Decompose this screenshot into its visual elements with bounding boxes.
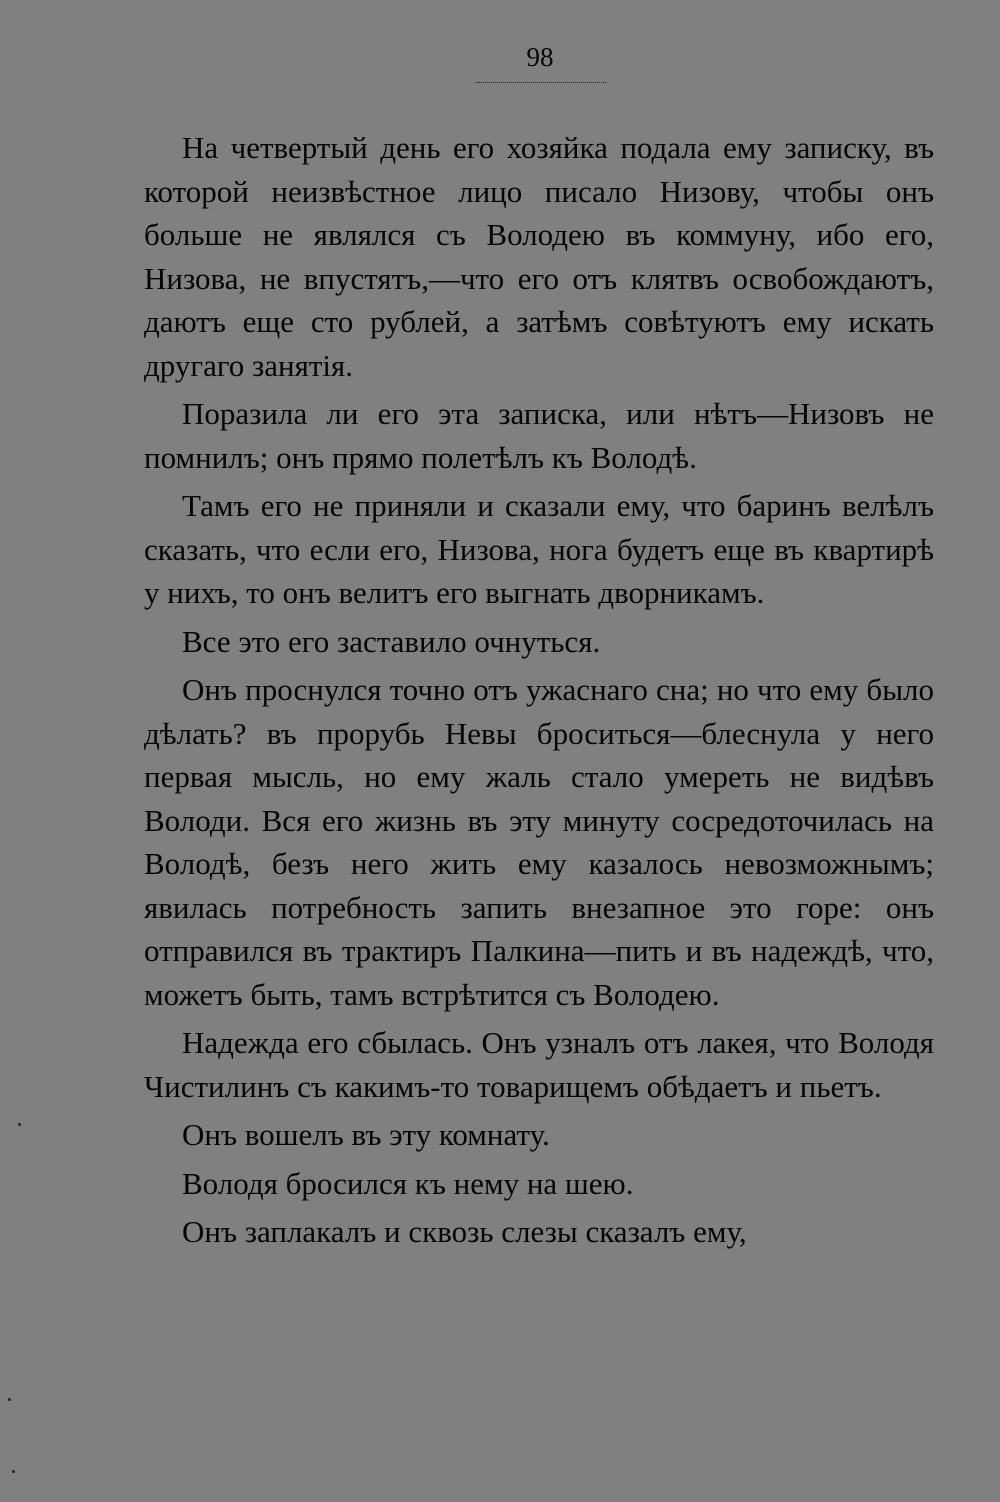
page-number: 98	[526, 42, 554, 72]
body-text	[144, 126, 934, 1259]
print-speck	[8, 1398, 11, 1401]
print-speck	[18, 1123, 21, 1126]
paragraph: Онъ вошелъ въ эту комнату.	[182, 1117, 550, 1152]
paragraph: Онъ проснулся точно отъ ужаснаго сна; но что ему было дѣлать? въ прорубь Невы броситься—блеснула у него первая мысль, но ему жаль стало умереть не видѣвъ Володи. Вся его жизнь въ эту минуту сосредоточилась на Володѣ, безъ него жить ему казалось невозможнымъ; явилась потребность запить внезапное это горе: онъ отправился въ трактиръ Палкина—пить и въ надеждѣ, что, можетъ быть, тамъ встрѣтится съ Володею.	[144, 672, 934, 1012]
paragraph: Тамъ его не приняли и сказали ему, что баринъ велѣлъ сказать, что если его, Низова, нога будетъ еще въ квартирѣ у нихъ, то онъ велитъ его выгнать дворникамъ.	[144, 488, 934, 610]
paragraph: Надежда его сбылась. Онъ узналъ отъ лакея, что Володя Чистилинъ съ какимъ-то товарищемъ обѣдаетъ и пьетъ.	[144, 1025, 934, 1104]
paragraph: Онъ заплакалъ и сквозь слезы сказалъ ему,	[182, 1214, 747, 1249]
page-number-rule	[476, 82, 606, 83]
paragraph: Все это его заставило очнуться.	[182, 623, 601, 659]
paragraph: Володя бросился къ нему на шею.	[182, 1165, 634, 1201]
print-speck	[12, 1470, 15, 1473]
paragraph: Поразила ли его эта записка, или нѣтъ—Низовъ не помнилъ; онъ прямо полетѣлъ къ Володѣ.	[144, 396, 934, 475]
paragraph: На четвертый день его хозяйка подала ему записку, въ которой неизвѣстное лицо писало Низову, чтобы онъ больше не являлся съ Володею въ коммуну, ибо его, Низова, не впустятъ,—что его отъ клятвъ освобождаютъ, даютъ еще сто рублей, а затѣмъ совѣтуютъ ему искать другаго занятія.	[144, 130, 934, 383]
